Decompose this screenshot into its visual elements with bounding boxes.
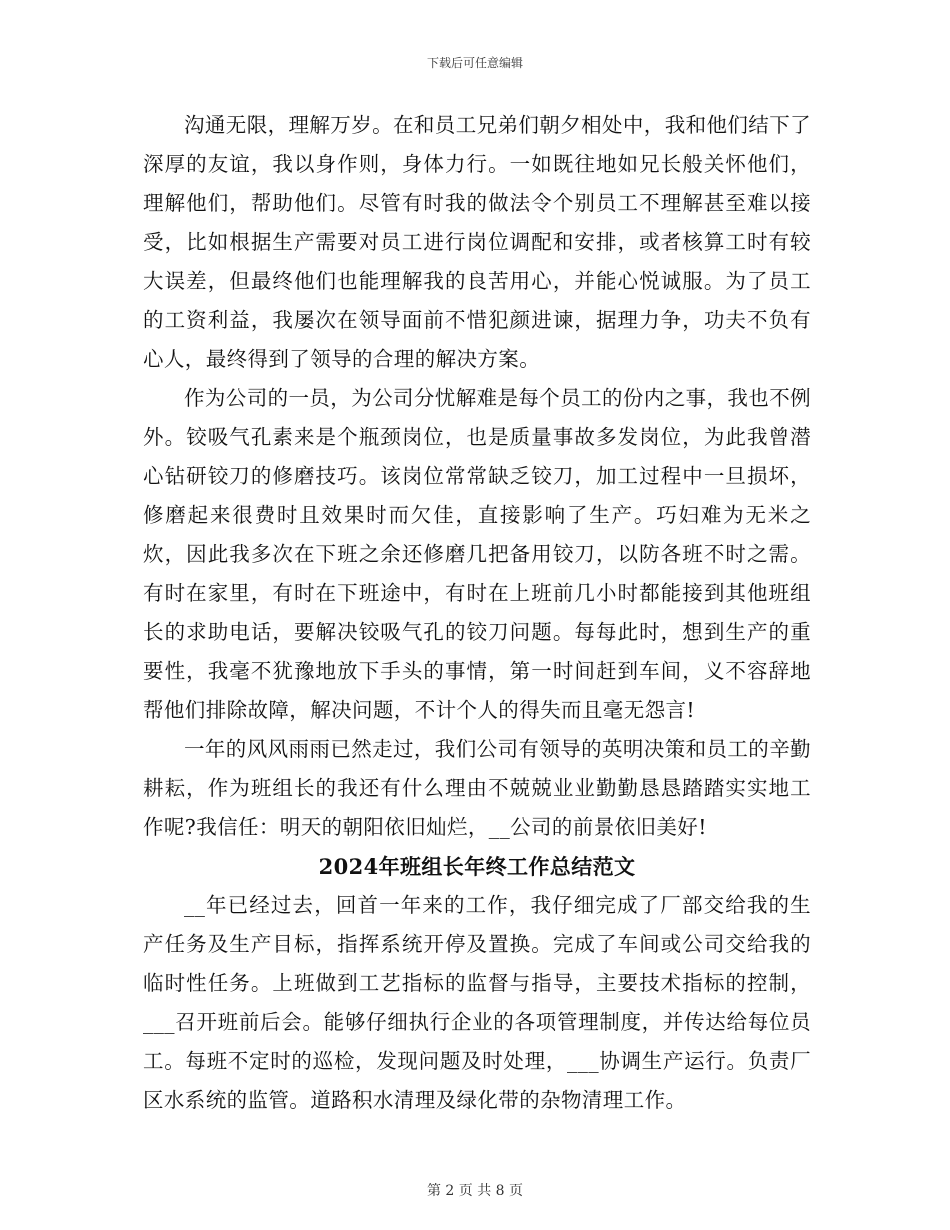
page-number: 第 2 页 共 8 页 [426,1183,524,1199]
paragraph: 作为公司的一员，为公司分忧解难是每个员工的份内之事，我也不例外。铰吸气孔素来是个瓶颈岗位，也是质量事故多发岗位，为此我曾潜心钻研铰刀的修磨技巧。该岗位常常缺乏铰刀，加工过程中一旦损坏，修磨起来很费时且效果时而欠佳，直接影响了生产。巧妇难为无米之炊，因此我多次在下班之余还修磨几把备用铰刀，以防各班不时之需。有时在家里，有时在下班途中，有时在上班前几小时都能接到其他班组长的求助电话，要解决铰吸气孔的铰刀问题。每每此时，想到生产的重要性，我毫不犹豫地放下手头的事情，第一时间赶到车间，义不容辞地帮他们排除故障，解决问题，不计个人的得失而且毫无怨言! [143,386,811,722]
section-title: 2024年班组长年终工作总结范文 [318,854,636,879]
paragraph: 一年的风风雨雨已然走过，我们公司有领导的英明决策和员工的辛勤耕耘，作为班组长的我还有什么理由不兢兢业业勤勤恳恳踏踏实实地工作呢?我信任：明天的朝阳依旧灿烂，__公司的前景依旧美好! [143,737,811,839]
document-body [143,106,811,1120]
paragraph: 沟通无限，理解万岁。在和员工兄弟们朝夕相处中，我和他们结下了深厚的友谊，我以身作则，身体力行。一如既往地如兄长般关怀他们，理解他们，帮助他们。尽管有时我的做法令个别员工不理解甚至难以接受，比如根据生产需要对员工进行岗位调配和安排，或者核算工时有较大误差，但最终他们也能理解我的良苦用心，并能心悦诚服。为了员工的工资利益，我屡次在领导面前不惜犯颜进谏，据理力争，功夫不负有心人，最终得到了领导的合理的解决方案。 [143,113,811,371]
paragraph: __年已经过去，回首一年来的工作，我仔细完成了厂部交给我的生产任务及生产目标，指挥系统开停及置换。完成了车间或公司交给我的临时性任务。上班做到工艺指标的监督与指导，主要技术指标的控制，___召开班前后会。能够仔细执行企业的各项管理制度，并传达给每位员工。每班不定时的巡检，发现问题及时处理，___协调生产运行。负责厂区水系统的监管。道路积水清理及绿化带的杂物清理工作。 [143,893,811,1112]
page-header: 下载后可任意编辑 [426,56,523,70]
